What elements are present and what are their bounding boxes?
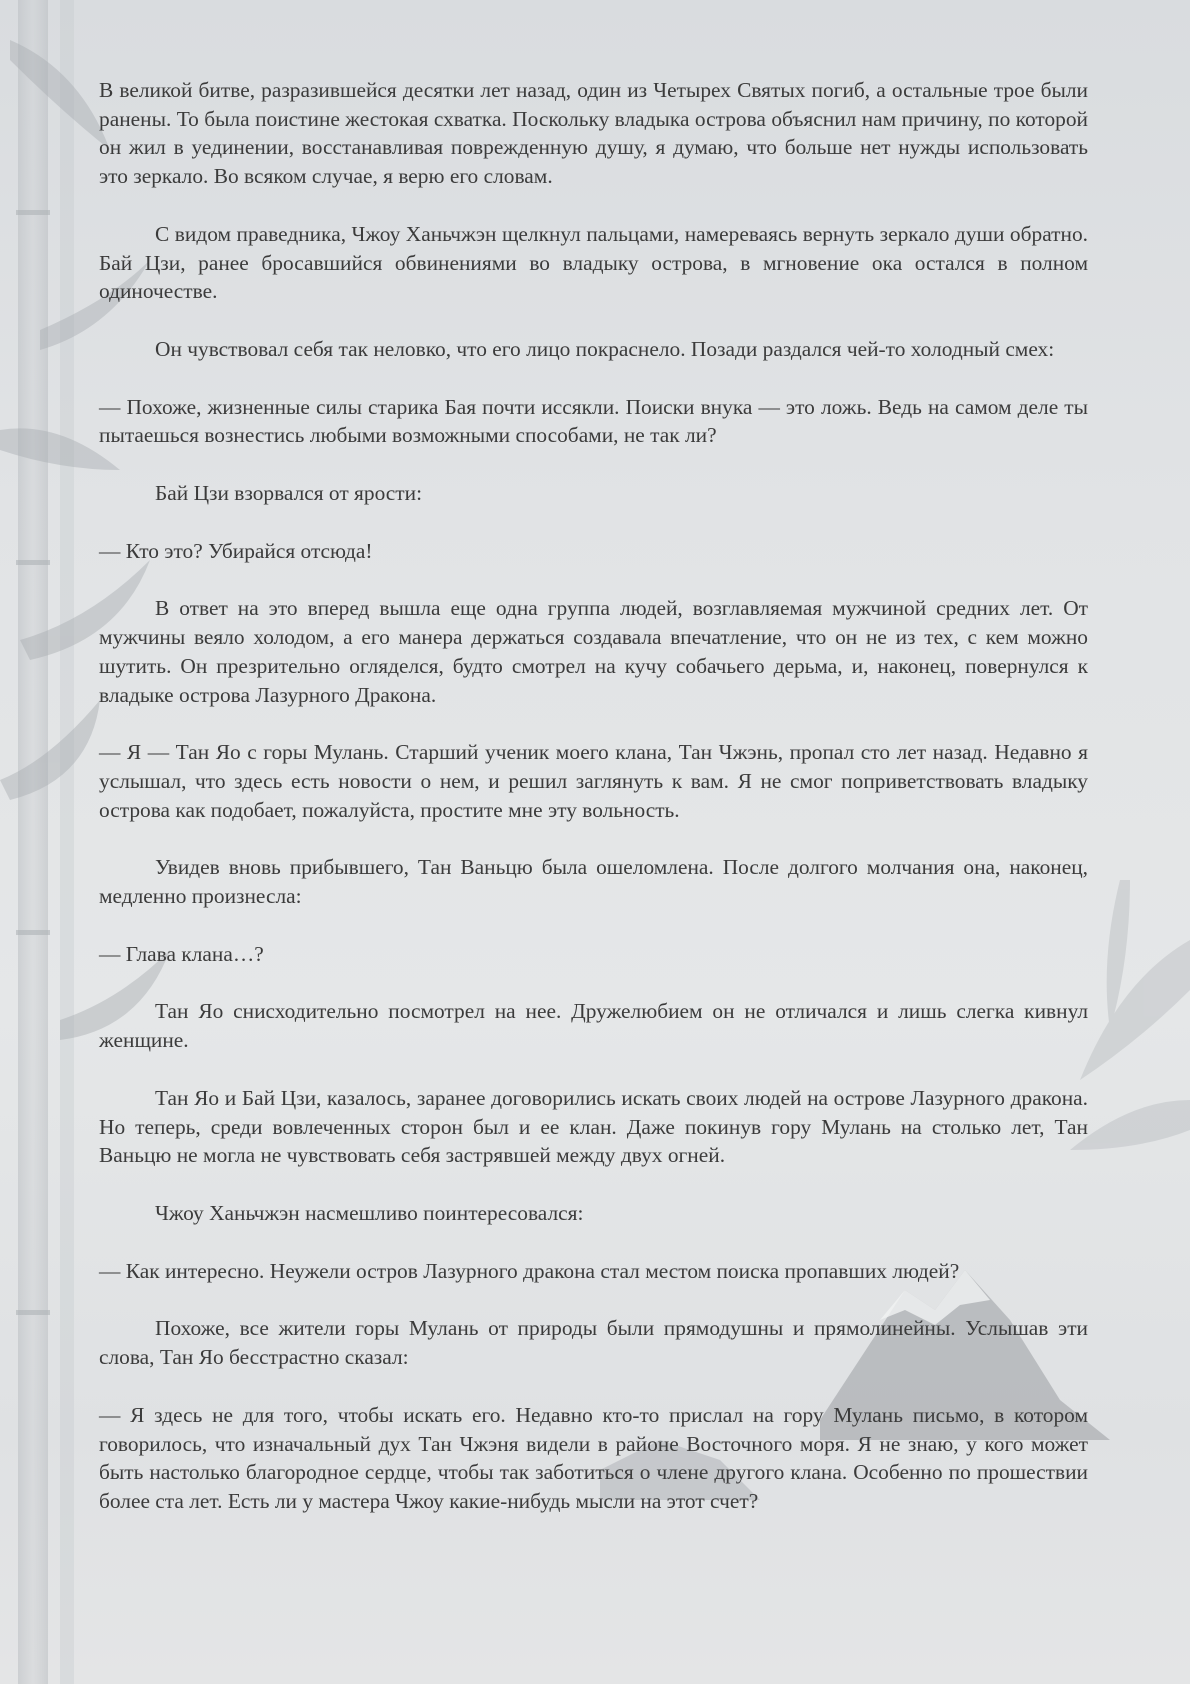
paragraph-10: — Глава клана…? <box>99 941 264 966</box>
paragraph-9: Увидев вновь прибывшего, Тан Ваньцю была ошеломлена. После долгого молчания она, наконец, медленно произнесла: <box>99 855 1088 909</box>
paragraph-5: Бай Цзи взорвался от ярости: <box>155 481 423 506</box>
paragraph-15: Похоже, все жители горы Мулань от природы были прямодушны и прямолинейны. Услышав эти слова, Тан Яо бесстрастно сказал: <box>99 1316 1088 1370</box>
paragraph-8: — Я — Тан Яо с горы Мулань. Старший ученик моего клана, Тан Чжэнь, пропал сто лет назад. Недавно я услышал, что здесь есть новости о нем, и решил заглянуть к вам. Я не смог поприветствовать владыку острова как подобает, пожалуйста, простите мне эту вольность. <box>99 740 1088 822</box>
page-text <box>99 76 1088 1545</box>
paragraph-16: — Я здесь не для того, чтобы искать его. Недавно кто-то прислал на гору Мулань письмо, в котором говорилось, что изначальный дух Тан Чжэня видели в районе Восточного моря. Я не знаю, у кого может быть настолько благородное сердце, чтобы так заботиться о члене другого клана. Особенно по прошествии более ста лет. Есть ли у мастера Чжоу какие-нибудь мысли на этот счет? <box>99 1402 1088 1513</box>
paragraph-1: В великой битве, разразившейся десятки лет назад, один из Четырех Святых погиб, а остальные трое были ранены. То была поистине жестокая схватка. Поскольку владыка острова объяснил нам причину, по которой он жил в уединении, восстанавливая поврежденную душу, я думаю, что больше нет нужды использовать это зеркало. Во всяком случае, я верю его словам. <box>99 78 1088 189</box>
paragraph-12: Тан Яо и Бай Цзи, казалось, заранее договорились искать своих людей на острове Лазурного дракона. Но теперь, среди вовлеченных сторон был и ее клан. Даже покинув гору Мулань на столько лет, Тан Ваньцю не могла не чувствовать себя застрявшей между двух огней. <box>99 1085 1088 1168</box>
paragraph-7: В ответ на это вперед вышла еще одна группа людей, возглавляемая мужчиной средних лет. От мужчины веяло холодом, а его манера держаться создавала впечатление, что он не из тех, с кем можно шутить. Он презрительно огляделся, будто смотрел на кучу собачьего дерьма, и, наконец, повернулся к владыке острова Лазурного Дракона. <box>99 596 1088 707</box>
paragraph-3: Он чувствовал себя так неловко, что его лицо покраснело. Позади раздался чей-то холодный смех: <box>155 336 1055 361</box>
paragraph-6: — Кто это? Убирайся отсюда! <box>99 538 373 563</box>
paragraph-11: Тан Яо снисходительно посмотрел на нее. Дружелюбием он не отличался и лишь слегка кивнул женщине. <box>99 999 1088 1053</box>
paragraph-2: С видом праведника, Чжоу Ханьчжэн щелкнул пальцами, намереваясь вернуть зеркало души обратно. Бай Цзи, ранее бросавшийся обвинениями во владыку острова, в мгновение ока остался в полном одиночестве. <box>99 221 1088 304</box>
paragraph-4: — Похоже, жизненные силы старика Бая почти иссякли. Поиски внука — это ложь. Ведь на самом деле ты пытаешься вознестись любыми возможными способами, не так ли? <box>99 394 1088 448</box>
paragraph-14: — Как интересно. Неужели остров Лазурного дракона стал местом поиска пропавших людей? <box>99 1258 960 1283</box>
bamboo-stalk-left <box>16 0 74 1684</box>
paragraph-13: Чжоу Ханьчжэн насмешливо поинтересовался: <box>155 1200 584 1225</box>
bamboo-leaves-right <box>1070 880 1190 1150</box>
